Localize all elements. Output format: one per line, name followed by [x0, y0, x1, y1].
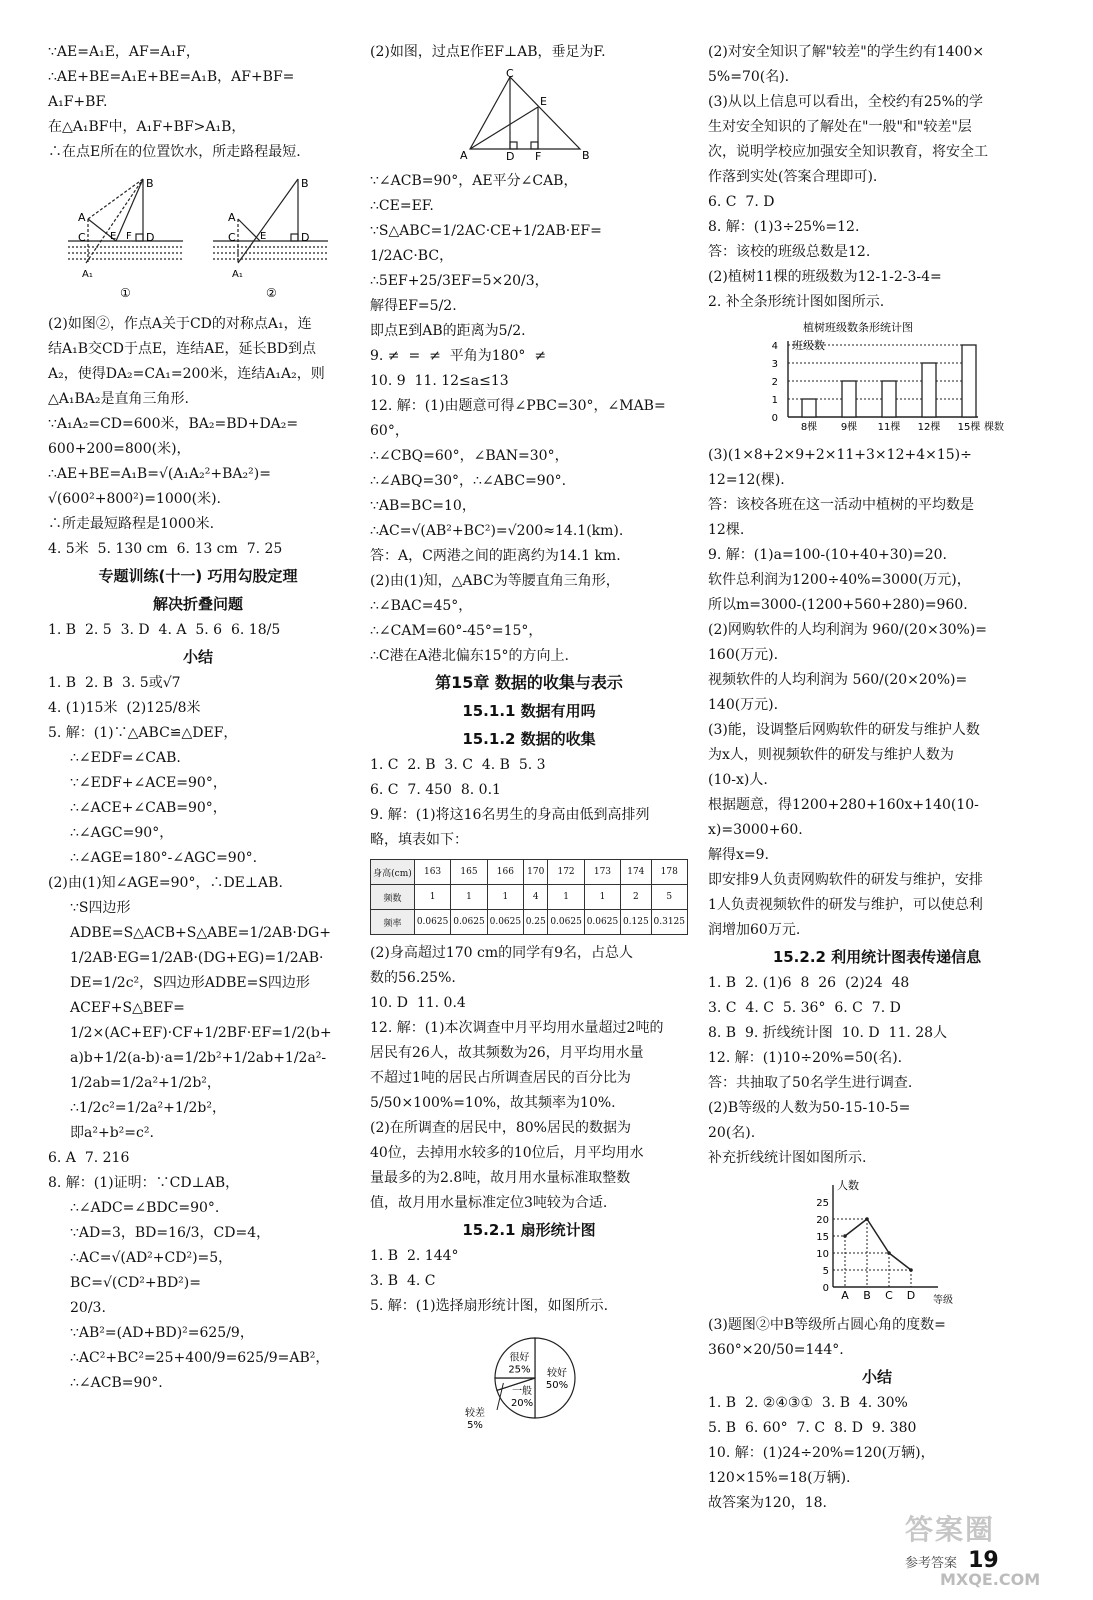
text-line: ∵S△ABC=1/2AC·CE+1/2AB·EF=: [370, 223, 602, 239]
text-line: ∴∠CAM=60°-45°=15°，: [370, 623, 543, 639]
tri-label-b: B: [582, 149, 590, 161]
height-frequency-table: [370, 859, 688, 935]
text-line: ∴在点E所在的位置饮水，所走路程最短.: [48, 144, 301, 160]
text-line: 在△A₁BF中，A₁F+BF>A₁B，: [48, 119, 246, 135]
text-line: a)b+1/2(a-b)·a=1/2b²+1/2ab+1/2a²-: [70, 1050, 327, 1066]
text-line: 1人负责视频软件的研发与维护，可以使总利: [708, 897, 983, 913]
line-y-tick: 5: [822, 1266, 829, 1277]
heading-summary-right: 小结: [861, 1368, 892, 1386]
text-line: ∴5EF+25/3EF=5×20/3，: [370, 273, 549, 289]
text-line: 12. 解：(1)由题意可得∠PBC=30°，∠MAB=: [370, 398, 666, 414]
route-figures: [48, 169, 348, 308]
text-line: 5. 解：(1)选择扇形统计图，如图所示.: [370, 1298, 609, 1314]
text-line: ∴CE=EF.: [370, 198, 434, 214]
text-line: 10. D 11. 0.4: [370, 995, 466, 1011]
text-line: 略，填表如下：: [370, 832, 468, 848]
table-row: [371, 860, 688, 885]
text-line: 2. 补全条形统计图如图所示.: [708, 294, 885, 310]
table-cell: 1: [487, 885, 523, 910]
triangle-figure: [370, 69, 688, 165]
text-line: 数的56.25%.: [370, 970, 456, 986]
text-line: 润增加60万元.: [708, 922, 801, 938]
answer-block-2b: [370, 169, 688, 669]
text-line: 12棵.: [708, 522, 745, 538]
pie-label: 一般: [512, 1385, 533, 1397]
text-line: (3)(1×8+2×9+2×11+3×12+4×15)÷: [708, 447, 972, 463]
text-line: 生对安全知识的了解处在"一般"和"较差"层: [708, 119, 972, 135]
text-line: A₂，使得DA₂=CA₁=200米，连结A₁A₂，则: [48, 366, 325, 382]
answer-block-3e: [708, 1391, 1046, 1516]
text-line: ∴AC²+BC²=25+400/9=625/9=AB²，: [70, 1350, 330, 1366]
text-line: 5/50×100%=10%，故其频率为10%.: [370, 1095, 616, 1111]
text-line: 10. 解：(1)24÷20%=120(万辆)，: [708, 1445, 935, 1461]
bar-x-tick: 12棵: [917, 422, 941, 433]
tri-label-d: D: [506, 150, 515, 161]
text-line: 1. C 2. B 3. C 4. B 5. 3: [370, 757, 546, 773]
pie-label: 较好: [547, 1368, 567, 1379]
table-cell: 5: [651, 885, 688, 910]
text-line: ∴∠ACE+∠CAB=90°，: [70, 800, 227, 816]
line-y-tick: 20: [816, 1215, 829, 1226]
bar: [802, 399, 816, 417]
line-series: [845, 1219, 911, 1270]
text-line: 8. B 9. 折线统计图 10. D 11. 28人: [708, 1025, 948, 1041]
fig1-label-a1: A₁: [82, 269, 93, 280]
text-line: 1. B 2. (1)6 8 26 (2)24 48: [708, 975, 910, 991]
text-line: 160(万元).: [708, 647, 779, 663]
route-figure-svg: [48, 169, 348, 304]
answer-block-1b: [48, 312, 348, 537]
text-line: (3)从以上信息可以看出，全校约有25%的学: [708, 94, 983, 110]
text-line: 360°×20/50=144°.: [708, 1342, 844, 1358]
table-cell: 165: [451, 860, 487, 885]
text-line: 不超过1吨的居民占所调查居民的百分比为: [370, 1070, 631, 1086]
pie-label: 较差: [465, 1408, 485, 1419]
bar-y-label: 班级数: [792, 339, 825, 352]
text-line: 答：该校各班在这一活动中植树的平均数是: [708, 497, 974, 513]
table-row: [371, 910, 688, 935]
table-cell: 4: [524, 885, 548, 910]
text-line: (2)如图②，作点A关于CD的对称点A₁，连: [48, 316, 312, 332]
answer-block-1a: [48, 40, 348, 165]
summary-answers: [48, 671, 348, 1396]
fig1-label-e: E: [110, 231, 117, 242]
bar-x-tick: 8棵: [800, 422, 818, 433]
text-line: DE=1/2c²，S四边形ADBE=S四边形ACEF+S△BEF=: [70, 975, 310, 1016]
text-line: ∴AC=√(AD²+CD²)=5，BC=√(CD²+BD²)=: [70, 1250, 233, 1291]
text-line: ∴∠ABQ=30°，∴∠ABC=90°.: [370, 473, 567, 489]
section-heading-1511: 15.1.1 数据有用吗: [462, 702, 596, 720]
table-cell: 178: [651, 860, 688, 885]
pie-pct: 50%: [545, 1380, 569, 1391]
pie-label: 很好: [509, 1352, 530, 1364]
text-line: (2)由(1)知，△ABC为等腰直角三角形，: [370, 573, 620, 589]
text-line: 1/2AB·EG=1/2AB·(DG+EG)=1/2AB·: [70, 950, 324, 966]
table-row-head: 频率: [371, 910, 415, 935]
page-number: 19: [968, 1548, 999, 1573]
text-line: 3. B 4. C: [370, 1273, 436, 1289]
answer-block-2e: [370, 1244, 688, 1319]
bar-x-tick: 11棵: [877, 422, 901, 433]
section-heading-1512: 15.1.2 数据的收集: [462, 730, 596, 748]
fig1-label-c: C: [78, 231, 86, 244]
text-line: 1/2×(AC+EF)·CF+1/2BF·EF=1/2(b+: [70, 1025, 332, 1041]
table-row-head: 身高(cm): [371, 860, 415, 885]
column-left: [48, 40, 348, 1396]
fig1-caption: ①: [120, 286, 131, 300]
table-cell: 1: [548, 885, 584, 910]
fig2-label-a1: A₁: [232, 269, 243, 280]
table-cell: 1: [584, 885, 620, 910]
text-line: 4. (1)15米 (2)125/8米: [48, 700, 201, 716]
text-line: √(600²+800²)=1000(米).: [48, 491, 221, 507]
fig2-caption: ②: [266, 286, 277, 300]
table-row: [371, 885, 688, 910]
fig2-label-c: C: [228, 231, 236, 244]
text-line: 答：共抽取了50名学生进行调查.: [708, 1075, 913, 1091]
table-cell: 173: [584, 860, 620, 885]
tri-label-c: C: [506, 69, 514, 80]
watermark-logo: 答案圈: [905, 1513, 996, 1546]
text-line: 5. B 6. 60° 7. C 8. D 9. 380: [708, 1420, 917, 1436]
text-line: 即a²+b²=c².: [70, 1125, 154, 1141]
line-chart-svg: [708, 1175, 1046, 1305]
text-line: (10-x)人.: [708, 772, 768, 788]
text-line: (2)如图，过点E作EF⊥AB，垂足为F.: [370, 44, 606, 60]
text-line: ∴∠AGC=90°，: [70, 825, 174, 841]
bar-y-tick: 3: [771, 359, 778, 370]
text-line: ∴AE+BE=A₁E+BE=A₁B，AF+BF=: [48, 69, 295, 85]
text-line: ∵A₁A₂=CD=600米，BA₂=BD+DA₂=: [48, 416, 299, 432]
tri-label-f: F: [535, 150, 542, 161]
text-line: (2)对安全知识了解"较差"的学生约有1400×: [708, 44, 985, 60]
bar-chart-title: 植树班级数条形统计图: [803, 321, 913, 334]
answer-block-3d: [708, 1313, 1046, 1363]
pie-pct: 5%: [467, 1420, 483, 1431]
bar: [882, 381, 896, 417]
text-line: ∴所走最短路程是1000米.: [48, 516, 215, 532]
pie-pct: 25%: [508, 1364, 531, 1376]
text-line: 6. A 7. 216: [48, 1150, 130, 1166]
text-line: 答：A，C两港之间的距离约为14.1 km.: [370, 548, 621, 564]
line-x-label: 等级: [933, 1295, 953, 1305]
text-line: ∴C港在A港北偏东15°的方向上.: [370, 648, 569, 664]
text-line: 作落到实处(答案合理即可).: [708, 169, 878, 185]
table-cell: 2: [621, 885, 651, 910]
table-cell: 172: [548, 860, 584, 885]
pie-pct: 20%: [510, 1397, 534, 1409]
text-line: ∵AB=BC=10，: [370, 498, 476, 514]
text-line: 8. 解：(1)证明：∵CD⊥AB，: [48, 1175, 240, 1191]
table-row-head: 频数: [371, 885, 415, 910]
heading-special-training: 专题训练(十一) 巧用勾股定理: [98, 567, 298, 585]
answer-block-2d: [370, 941, 688, 1216]
table-cell: 163: [414, 860, 450, 885]
text-line: 40位，去掉用水较多的10位后，月平均用水: [370, 1145, 644, 1161]
heading-special-training-sub: 解决折叠问题: [152, 595, 243, 613]
text-line: 即安排9人负责网购软件的研发与维护，安排: [708, 872, 983, 888]
column-right: [708, 40, 1046, 1516]
section-heading-1521: 15.2.1 扇形统计图: [462, 1221, 596, 1239]
text-line: 1/2AC·BC，: [370, 248, 454, 264]
page-footer: [905, 1548, 999, 1573]
text-line: 3. C 4. C 5. 36° 6. C 7. D: [708, 1000, 901, 1016]
text-line: ∴AE+BE=A₁B=√(A₁A₂²+BA₂²)=: [48, 466, 271, 482]
text-line: ∴∠BAC=45°，: [370, 598, 473, 614]
text-line: 140(万元).: [708, 697, 779, 713]
special-answers: 1. B 2. 5 3. D 4. A 5. 6 6. 18/5: [48, 622, 281, 638]
text-line: 居民有26人，故其频数为26，月平均用水量: [370, 1045, 644, 1061]
table-cell: 170: [524, 860, 548, 885]
answer-block-3c: [708, 971, 1046, 1171]
text-line: ∵∠ACB=90°，AE平分∠CAB，: [370, 173, 578, 189]
text-line: (2)植树11棵的班级数为12-1-2-3-4=: [708, 269, 942, 285]
text-line: 量最多的为2.8吨，故月用水量标准取整数: [370, 1170, 631, 1186]
table-cell: 174: [621, 860, 651, 885]
bar-x-tick: 15棵: [957, 422, 981, 433]
table-cell: 166: [487, 860, 523, 885]
text-line: 故答案为120，18.: [708, 1495, 827, 1511]
text-line: 6. C 7. 450 8. 0.1: [370, 782, 501, 798]
line-y-tick: 0: [822, 1283, 829, 1294]
watermark-url: MXQE.COM: [940, 1570, 1041, 1589]
text-line: 5. 解：(1)∵△ABC≌△DEF，: [48, 725, 238, 741]
text-line: 次，说明学校应加强安全知识教育，将安全工: [708, 144, 988, 160]
line-x-tick: D: [906, 1289, 916, 1302]
table-cell: 0.0625: [548, 910, 584, 935]
text-line: 1/2ab=1/2a²+1/2b²，: [70, 1075, 221, 1091]
text-line: 根据题意，得1200+280+160x+140(10-: [708, 797, 979, 813]
line-y-tick: 25: [816, 1198, 829, 1209]
text-line: 12. 解：(1)10÷20%=50(名).: [708, 1050, 903, 1066]
text-line: 所以m=3000-(1200+560+280)=960.: [708, 597, 968, 613]
text-line: 答：该校的班级总数是12.: [708, 244, 871, 260]
text-line: 9. 解：(1)a=100-(10+40+30)=20.: [708, 547, 947, 563]
text-line: (3)题图②中B等级所占圆心角的度数=: [708, 1317, 946, 1333]
fig1-label-d: D: [146, 231, 155, 244]
text-line: 20(名).: [708, 1125, 756, 1141]
text-line: 为x人，则视频软件的研发与维护人数为: [708, 747, 954, 763]
table-cell: 0.25: [524, 910, 548, 935]
bar: [922, 363, 936, 417]
text-line: 60°，: [370, 423, 409, 439]
table-cell: 0.0625: [584, 910, 620, 935]
text-line: 补充折线统计图如图所示.: [708, 1150, 867, 1166]
text-line: 1. B 2. 144°: [370, 1248, 459, 1264]
triangle-svg: [370, 69, 688, 161]
pie-chart-svg: [370, 1323, 688, 1433]
fig2-label-d: D: [301, 231, 310, 244]
tri-label-a: A: [460, 149, 468, 161]
table-cell: 0.0625: [414, 910, 450, 935]
text-line: ∴∠EDF=∠CAB.: [70, 750, 181, 766]
answer-block-3b: [708, 443, 1046, 943]
text-line: ∴∠ADC=∠BDC=90°.: [70, 1200, 220, 1216]
text-line: ∵∠EDF+∠ACE=90°，: [70, 775, 227, 791]
text-line: A₁F+BF.: [48, 94, 108, 110]
bar: [962, 345, 976, 417]
text-line: 20/3.: [70, 1300, 106, 1316]
answer-block-2c: [370, 753, 688, 853]
tri-label-e: E: [540, 95, 547, 108]
text-line: (2)网购软件的人均利润为 960/(20×30%)=: [708, 622, 988, 638]
table-cell: 1: [451, 885, 487, 910]
text-line: 5%=70(名).: [708, 69, 790, 85]
footer-label: 参考答案: [905, 1556, 958, 1571]
table-cell: 0.0625: [487, 910, 523, 935]
text-line: ∵AB²=(AD+BD)²=625/9，: [70, 1325, 254, 1341]
fig2-label-e: E: [260, 231, 267, 242]
text-line: ∴∠ACB=90°.: [70, 1375, 163, 1391]
text-line: 值，故月用水量标准定位3吨较为合适.: [370, 1195, 608, 1211]
text-line: ∵S四边形ADBE=S△ACB+S△ABE=1/2AB·DG+: [70, 900, 331, 941]
text-line: 软件总利润为1200÷40%=3000(万元)，: [708, 572, 971, 588]
text-line: 视频软件的人均利润为 560/(20×20%)=: [708, 672, 968, 688]
text-line: 结A₁B交CD于点E，连结AE，延长BD到点: [48, 341, 317, 357]
text-line: 解得x=9.: [708, 847, 769, 863]
text-line: △A₁BA₂是直角三角形.: [48, 391, 189, 407]
bar-x-tick: 9棵: [840, 422, 858, 433]
text-line: 10. 9 11. 12≤a≤13: [370, 373, 509, 389]
chapter-heading: 第15章 数据的收集与表示: [435, 673, 623, 692]
line-x-tick: B: [863, 1289, 871, 1302]
text-line: 1. B 2. B 3. 5或√7: [48, 675, 181, 691]
fig1-label-f: F: [126, 231, 132, 242]
answer-block-2a: [370, 40, 688, 65]
bar-x-label: 棵数: [984, 422, 1004, 433]
bar-chart: [708, 319, 1046, 439]
table-cell: 1: [414, 885, 450, 910]
fig2-label-b: B: [301, 177, 309, 190]
text-line: (3)能，设调整后网购软件的研发与维护人数: [708, 722, 980, 738]
text-line: ∴∠AGE=180°-∠AGC=90°.: [70, 850, 258, 866]
text-line: 9. ≠ = ≠ 平角为180° ≠: [370, 348, 547, 364]
text-line: ∵AE=A₁E，AF=A₁F，: [48, 44, 200, 60]
fig2-label-a: A: [228, 211, 236, 224]
fig1-label-b: B: [146, 177, 154, 190]
bar: [842, 381, 856, 417]
text-line: ∴1/2c²=1/2a²+1/2b²，: [70, 1100, 226, 1116]
heading-summary-left: 小结: [182, 648, 213, 666]
fig1-label-a: A: [78, 211, 86, 224]
text-line: x)=3000+60.: [708, 822, 803, 838]
text-line: ∴∠CBQ=60°，∠BAN=30°，: [370, 448, 569, 464]
table-cell: 0.3125: [651, 910, 688, 935]
text-line: 解得EF=5/2.: [370, 298, 457, 314]
answer-block-3a: [708, 40, 1046, 315]
text-line: 600+200=800(米)，: [48, 441, 191, 457]
line-y-tick: 10: [816, 1249, 829, 1260]
text-line: 12=12(棵).: [708, 472, 785, 488]
text-line: (2)在所调查的居民中，80%居民的数据为: [370, 1120, 631, 1136]
text-line: 12. 解：(1)本次调查中月平均用水量超过2吨的: [370, 1020, 664, 1036]
bar-y-tick: 1: [771, 395, 778, 406]
line-x-tick: A: [841, 1289, 849, 1302]
pie-chart: [370, 1323, 688, 1437]
text-line: 1. B 2. ②④③① 3. B 4. 30%: [708, 1395, 908, 1411]
text-line: 即点E到AB的距离为5/2.: [370, 323, 526, 339]
bar-y-tick: 2: [771, 377, 778, 388]
section-heading-1522: 15.2.2 利用统计图表传递信息: [772, 948, 982, 966]
text-line: (2)B等级的人数为50-15-10-5=: [708, 1100, 911, 1116]
column-middle: [370, 40, 688, 1441]
text-line: 9. 解：(1)将这16名男生的身高由低到高排列: [370, 807, 650, 823]
text-line: (2)身高超过170 cm的同学有9名，占总人: [370, 945, 634, 961]
text-line: ∴AC=√(AB²+BC²)=√200≈14.1(km).: [370, 523, 624, 539]
text-line: 120×15%=18(万辆).: [708, 1470, 851, 1486]
line-chart: [708, 1175, 1046, 1309]
line-x-tick: C: [885, 1289, 893, 1302]
text-line: (2)由(1)知∠AGE=90°，∴DE⊥AB.: [48, 875, 283, 891]
bar-y-tick: 4: [771, 341, 778, 352]
line-y-label: 人数: [837, 1179, 859, 1192]
bar-chart-svg: [708, 319, 1046, 435]
table-cell: 0.125: [621, 910, 651, 935]
answers-4-7: 4. 5米 5. 130 cm 6. 13 cm 7. 25: [48, 541, 283, 557]
text-line: 8. 解：(1)3÷25%=12.: [708, 219, 860, 235]
bar-y-tick: 0: [771, 413, 778, 424]
text-line: 6. C 7. D: [708, 194, 775, 210]
line-y-tick: 15: [816, 1232, 829, 1243]
table-cell: 0.0625: [451, 910, 487, 935]
text-line: ∵AD=3，BD=16/3，CD=4，: [70, 1225, 271, 1241]
